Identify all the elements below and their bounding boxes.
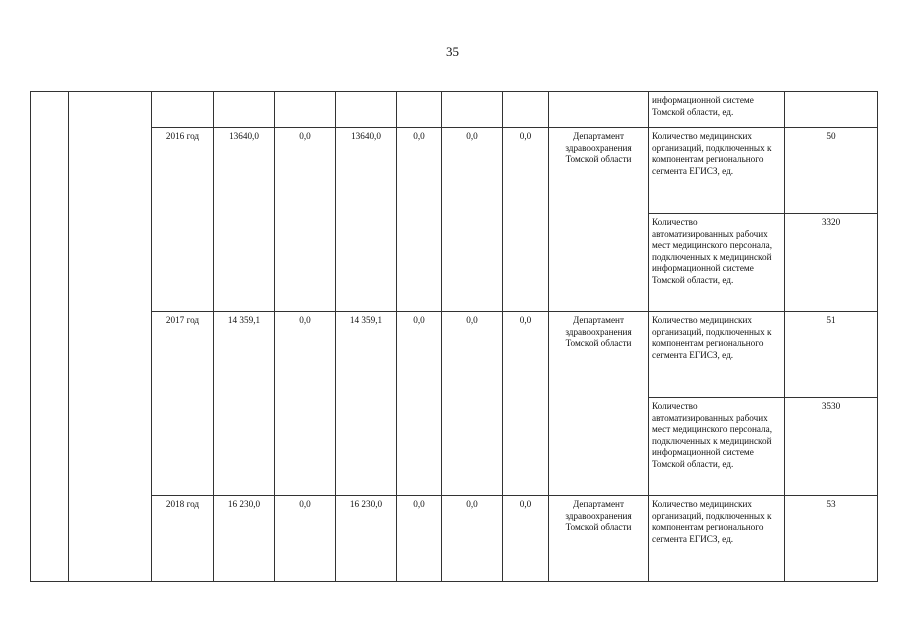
cell-loc: 0,0 (397, 312, 442, 496)
cell-other (442, 92, 503, 128)
cell-other: 0,0 (442, 496, 503, 582)
indicator-name: Количество автоматизированных рабочих мест медицинского персонала, подключенных к медицинской информационной системе Томской области, ед. (649, 398, 785, 496)
cell-reg: 13640,0 (336, 128, 397, 312)
indicator-name: Количество медицинских организаций, подключенных к компонентам регионального сегмента ЕГИСЗ, ед. (649, 312, 785, 398)
cell-total: 16 230,0 (214, 496, 275, 582)
cell-total: 13640,0 (214, 128, 275, 312)
page-number: 35 (446, 44, 459, 59)
cell-reg (336, 92, 397, 128)
cell-loc: 0,0 (397, 496, 442, 582)
indicator-value: 3320 (785, 214, 878, 312)
cell-extra: 0,0 (503, 496, 549, 582)
cell-extra (503, 92, 549, 128)
cell-fed: 0,0 (275, 128, 336, 312)
cell-fed: 0,0 (275, 496, 336, 582)
cell-other: 0,0 (442, 128, 503, 312)
indicator-name: информационной системе Томской области, ед. (649, 92, 785, 128)
cell-total: 14 359,1 (214, 312, 275, 496)
cell-loc: 0,0 (397, 128, 442, 312)
cell-extra: 0,0 (503, 128, 549, 312)
indicator-value (785, 92, 878, 128)
indicator-name: Количество автоматизированных рабочих мест медицинского персонала, подключенных к медицинской информационной системе Томской области, ед. (649, 214, 785, 312)
indicator-name: Количество медицинских организаций, подключенных к компонентам регионального сегмента ЕГИСЗ, ед. (649, 496, 785, 582)
cell-reg: 16 230,0 (336, 496, 397, 582)
cell-index (31, 92, 69, 582)
cell-department: Департамент здравоохранения Томской области (549, 128, 649, 312)
indicator-value: 51 (785, 312, 878, 398)
table-row (31, 312, 878, 398)
cell-other: 0,0 (442, 312, 503, 496)
cell-department: Департамент здравоохранения Томской области (549, 312, 649, 496)
cell-year (152, 92, 214, 128)
cell-department (549, 92, 649, 128)
cell-fed: 0,0 (275, 312, 336, 496)
cell-total (214, 92, 275, 128)
cell-loc (397, 92, 442, 128)
cell-task (69, 92, 152, 582)
table-row (31, 92, 878, 128)
table-row (31, 128, 878, 214)
cell-department: Департамент здравоохранения Томской области (549, 496, 649, 582)
cell-reg: 14 359,1 (336, 312, 397, 496)
indicator-value: 3530 (785, 398, 878, 496)
table-row (31, 496, 878, 582)
cell-fed (275, 92, 336, 128)
cell-year: 2016 год (152, 128, 214, 312)
cell-year: 2017 год (152, 312, 214, 496)
cell-extra: 0,0 (503, 312, 549, 496)
indicator-name: Количество медицинских организаций, подключенных к компонентам регионального сегмента ЕГИСЗ, ед. (649, 128, 785, 214)
indicator-value: 50 (785, 128, 878, 214)
program-table (30, 91, 878, 582)
cell-year: 2018 год (152, 496, 214, 582)
indicator-value: 53 (785, 496, 878, 582)
